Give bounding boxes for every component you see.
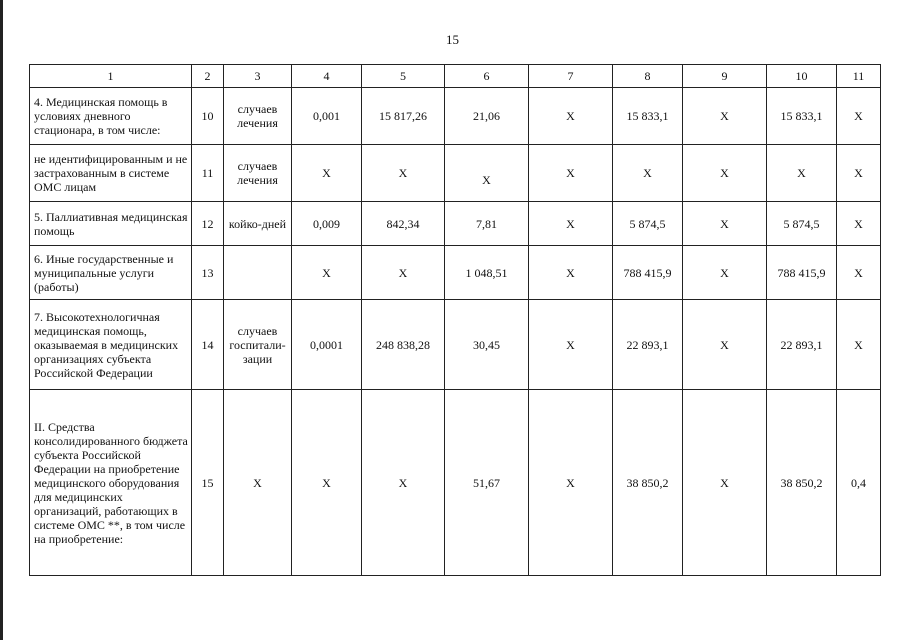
cell-col-4: 0,0001 — [292, 300, 362, 390]
financing-table — [29, 64, 881, 576]
cell-col-10: 5 874,5 — [767, 202, 837, 246]
row-unit: случаев госпитали-зации — [224, 300, 292, 390]
cell-col-4: 0,009 — [292, 202, 362, 246]
row-code: 12 — [192, 202, 224, 246]
cell-col-6: 51,67 — [445, 390, 529, 576]
table-row-uninsured — [30, 145, 881, 202]
cell-col-8: 788 415,9 — [613, 246, 683, 300]
cell-col-4: X — [292, 145, 362, 202]
cell-col-8: 5 874,5 — [613, 202, 683, 246]
column-header-5: 5 — [362, 65, 445, 88]
cell-col-10: 22 893,1 — [767, 300, 837, 390]
cell-col-9: X — [683, 390, 767, 576]
cell-col-7: X — [529, 202, 613, 246]
column-number-header-row — [30, 65, 881, 88]
cell-col-7: X — [529, 88, 613, 145]
row-name: 6. Иные государственные и муниципальные услуги (работы) — [30, 246, 192, 300]
row-unit: случаев лечения — [224, 88, 292, 145]
column-header-3: 3 — [224, 65, 292, 88]
cell-col-8: 22 893,1 — [613, 300, 683, 390]
column-header-1: 1 — [30, 65, 192, 88]
cell-col-5: 248 838,28 — [362, 300, 445, 390]
column-header-9: 9 — [683, 65, 767, 88]
column-header-11: 11 — [837, 65, 881, 88]
row-code: 11 — [192, 145, 224, 202]
cell-col-9: X — [683, 88, 767, 145]
column-header-7: 7 — [529, 65, 613, 88]
row-code: 10 — [192, 88, 224, 145]
page-number: 15 — [446, 32, 459, 47]
column-header-4: 4 — [292, 65, 362, 88]
row-name: 4. Медицинская помощь в условиях дневного стационара, в том числе: — [30, 88, 192, 145]
column-header-6: 6 — [445, 65, 529, 88]
row-name: II. Средства консолидированного бюджета субъекта Российской Федерации на приобретение медицинского оборудования для медицинских организаций, работающих в системе ОМС **, в том числе на приобретение: — [30, 390, 192, 576]
cell-col-6: 21,06 — [445, 88, 529, 145]
cell-col-8: 15 833,1 — [613, 88, 683, 145]
cell-col-7: X — [529, 390, 613, 576]
cell-col-4: X — [292, 246, 362, 300]
cell-col-7: X — [529, 246, 613, 300]
cell-col-7: X — [529, 300, 613, 390]
cell-col-11: X — [837, 145, 881, 202]
row-name: 7. Высокотехнологичная медицинская помощь, оказываемая в медицинских организациях субъекта Российской Федерации — [30, 300, 192, 390]
row-unit: случаев лечения — [224, 145, 292, 202]
cell-col-9: X — [683, 202, 767, 246]
cell-col-9: X — [683, 145, 767, 202]
cell-col-11: X — [837, 202, 881, 246]
row-name: не идентифицированным и не застрахованным в системе ОМС лицам — [30, 145, 192, 202]
row-code: 13 — [192, 246, 224, 300]
cell-col-4: 0,001 — [292, 88, 362, 145]
cell-col-4: X — [292, 390, 362, 576]
cell-col-11: X — [837, 300, 881, 390]
row-code: 15 — [192, 390, 224, 576]
cell-col-8: X — [613, 145, 683, 202]
cell-col-9: X — [683, 300, 767, 390]
cell-col-10: 38 850,2 — [767, 390, 837, 576]
cell-col-6: 1 048,51 — [445, 246, 529, 300]
cell-col-10: 788 415,9 — [767, 246, 837, 300]
row-unit: койко-дней — [224, 202, 292, 246]
table-row-equipment-budget — [30, 390, 881, 576]
cell-col-5: 842,34 — [362, 202, 445, 246]
cell-col-6 — [445, 145, 529, 202]
cell-col-5: X — [362, 390, 445, 576]
row-code: 14 — [192, 300, 224, 390]
cell-col-11: X — [837, 246, 881, 300]
table-row-palliative — [30, 202, 881, 246]
row-name: 5. Паллиативная медицинская помощь — [30, 202, 192, 246]
cell-col-11: 0,4 — [837, 390, 881, 576]
column-header-8: 8 — [613, 65, 683, 88]
cell-col-9: X — [683, 246, 767, 300]
table-row-day-hospital — [30, 88, 881, 145]
row-unit — [224, 246, 292, 300]
cell-col-7: X — [529, 145, 613, 202]
table-row-other-services — [30, 246, 881, 300]
table-row-high-tech — [30, 300, 881, 390]
cell-col-5: X — [362, 246, 445, 300]
page-left-edge-line — [0, 0, 3, 640]
cell-col-11: X — [837, 88, 881, 145]
cell-col-6: 7,81 — [445, 202, 529, 246]
column-header-10: 10 — [767, 65, 837, 88]
row-unit: X — [224, 390, 292, 576]
cell-col-6-value: X — [482, 173, 491, 187]
cell-col-6: 30,45 — [445, 300, 529, 390]
cell-col-8: 38 850,2 — [613, 390, 683, 576]
column-header-2: 2 — [192, 65, 224, 88]
cell-col-10: 15 833,1 — [767, 88, 837, 145]
cell-col-10: X — [767, 145, 837, 202]
cell-col-5: 15 817,26 — [362, 88, 445, 145]
cell-col-5: X — [362, 145, 445, 202]
